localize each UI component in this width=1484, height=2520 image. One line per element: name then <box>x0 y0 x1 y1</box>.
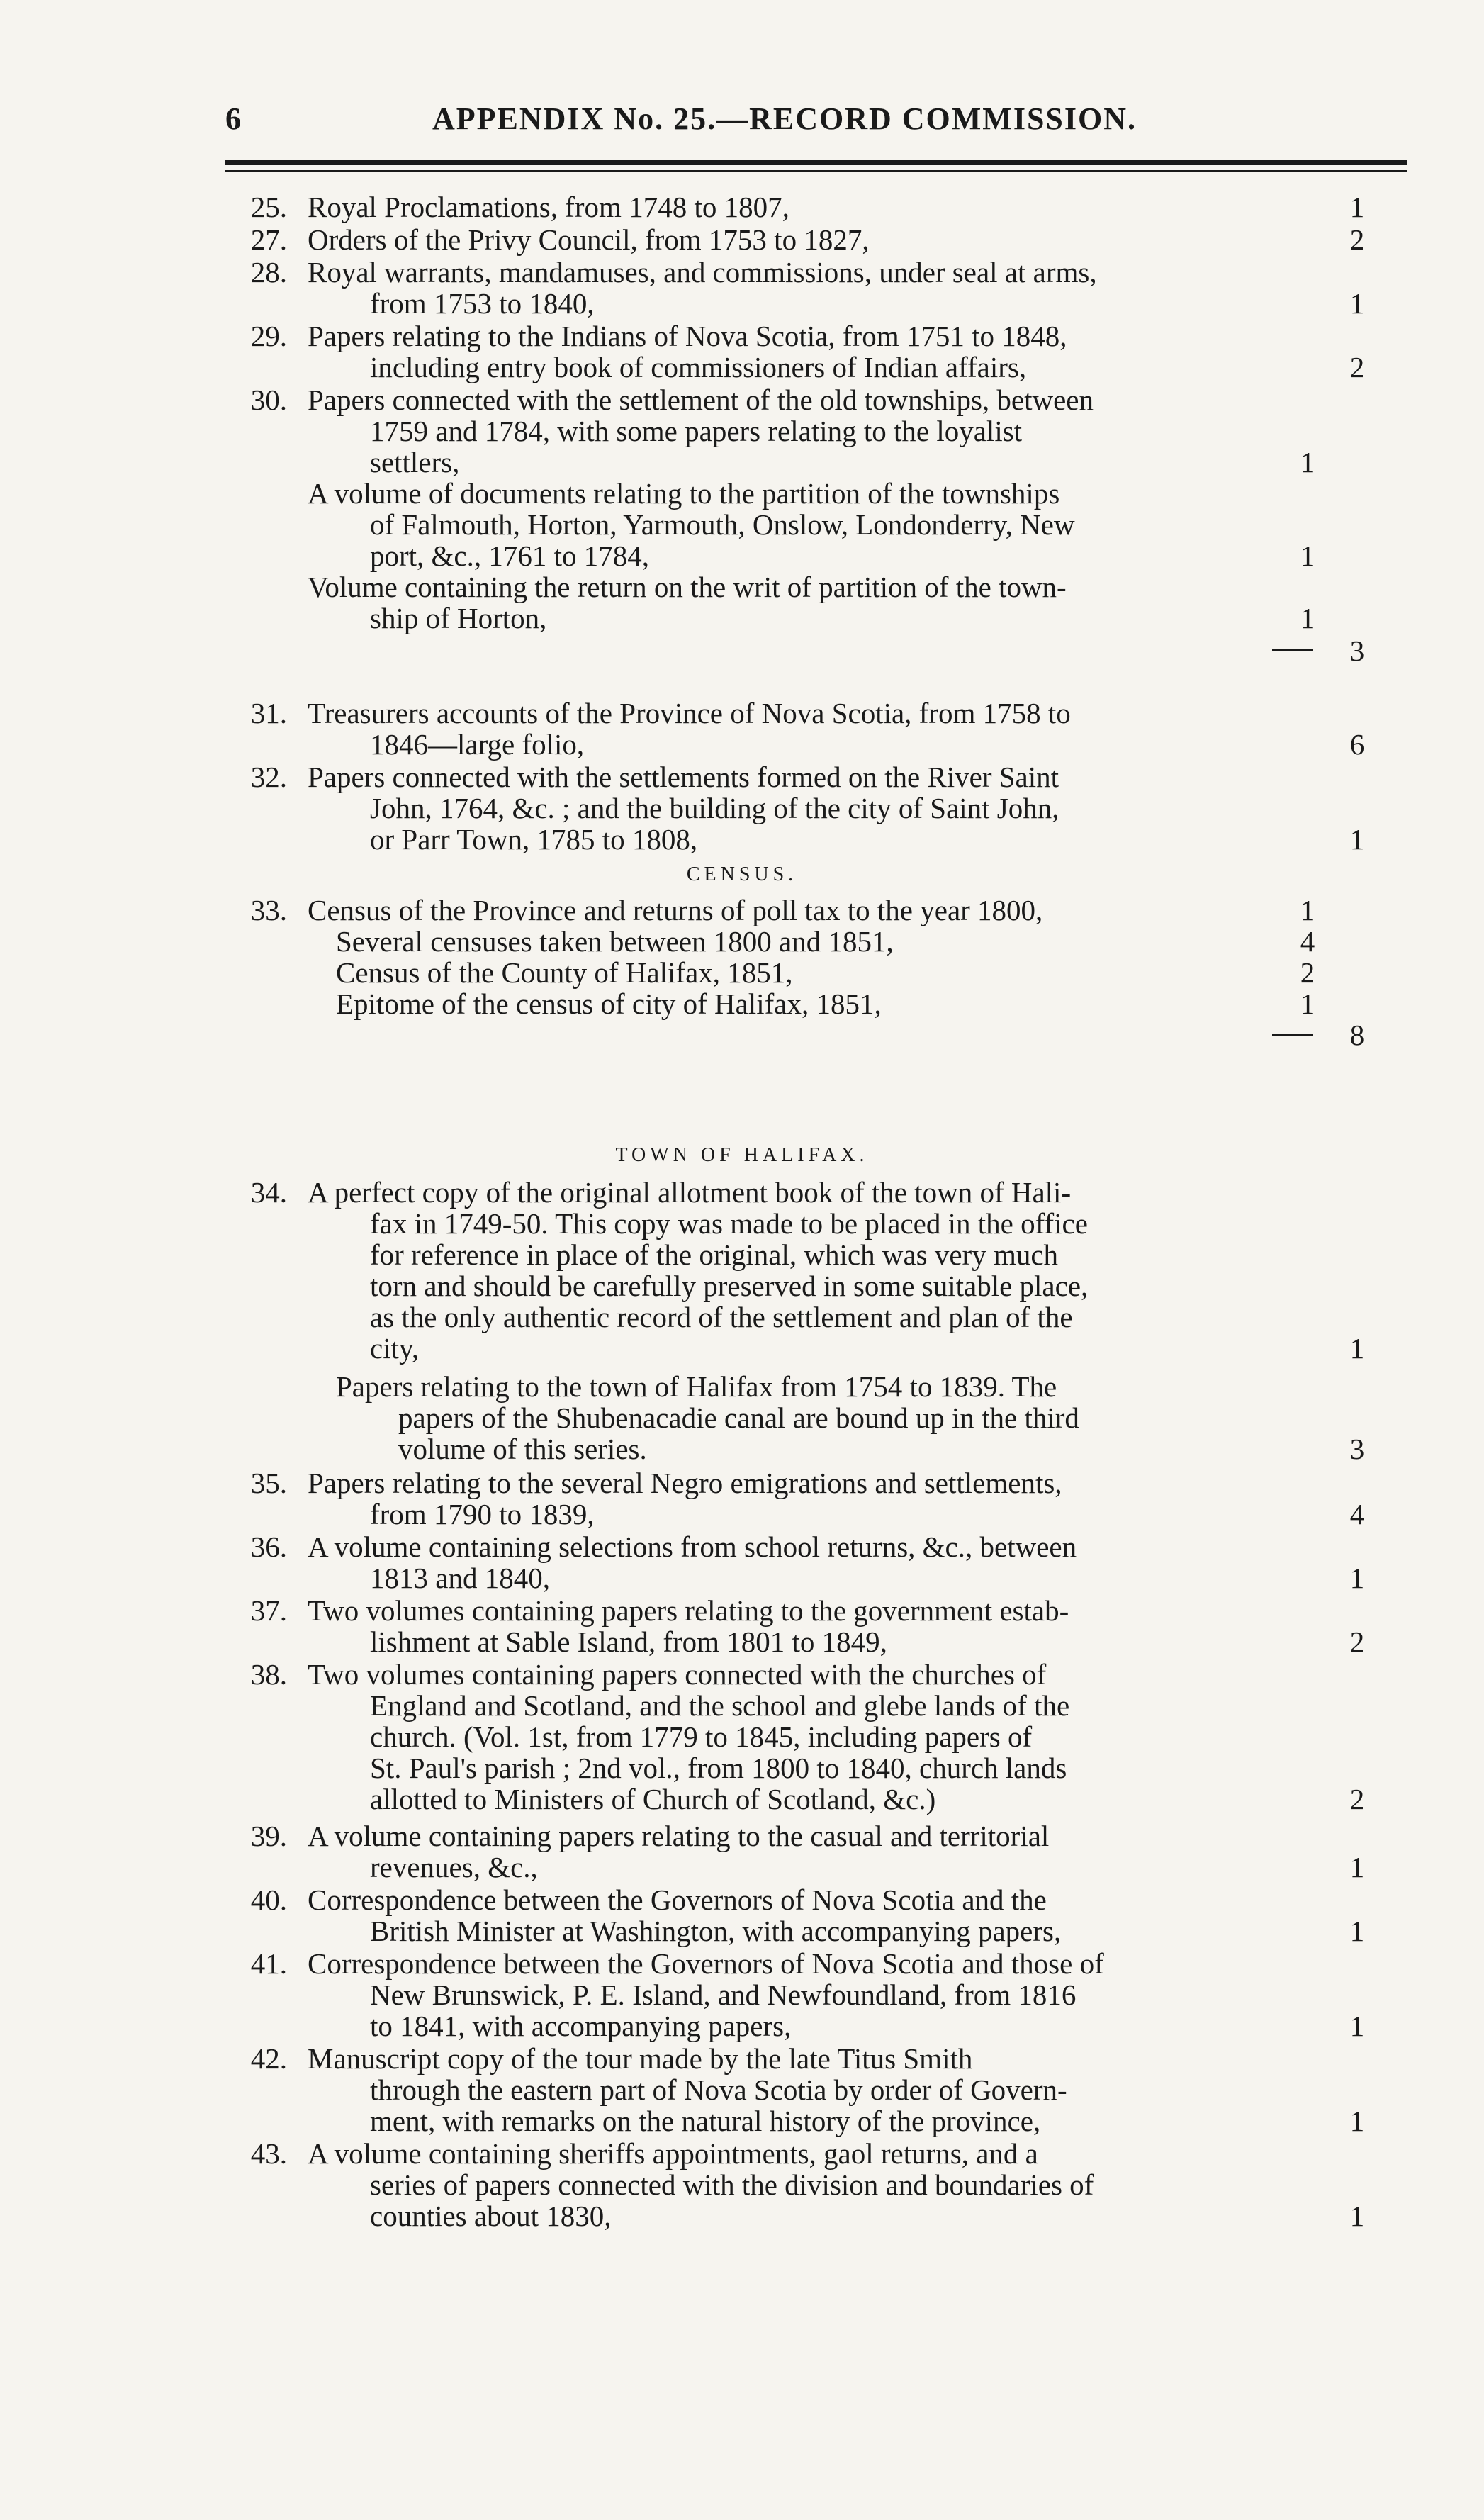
entry-line: papers of the Shubenacadie canal are bound up in the third <box>398 1401 1079 1434</box>
entry-line: A perfect copy of the original allotment book of the town of Hali- <box>308 1176 1072 1209</box>
entry-text <box>308 320 1271 383</box>
entry-line: torn and should be carefully preserved in some suitable place, <box>370 1270 1089 1302</box>
entry-text <box>308 1659 1271 1815</box>
entry-line: Royal Proclamations, from 1748 to 1807, <box>308 191 789 223</box>
entry-text <box>308 2138 1271 2231</box>
entry-line: Two volumes containing papers relating to the government estab- <box>308 1594 1069 1627</box>
entry-text <box>308 698 1271 760</box>
entry-text <box>308 1467 1271 1530</box>
entry-text <box>308 761 1271 855</box>
volume-count: 1 <box>1349 823 1365 856</box>
entry-line: St. Paul's parish ; 2nd vol., from 1800 to 1840, church lands <box>370 1752 1067 1784</box>
volume-count: 2 <box>1349 1783 1365 1815</box>
entry-line: ship of Horton, <box>370 602 547 634</box>
volume-count: 2 <box>1349 1625 1365 1658</box>
entry-line: Two volumes containing papers connected with the churches of <box>308 1658 1047 1691</box>
page-number: 6 <box>225 101 241 136</box>
volume-count: 1 <box>1349 1851 1365 1883</box>
entry-number: 32. <box>250 761 287 793</box>
volume-count: 4 <box>1349 1498 1365 1530</box>
entry-number: 31. <box>250 697 287 729</box>
volume-count: 2 <box>1349 351 1365 383</box>
entry-text <box>308 571 1271 634</box>
entry-line: 1846—large folio, <box>370 728 585 761</box>
entry-number: 25. <box>250 191 287 223</box>
entry-text <box>336 1371 1300 1465</box>
entry-number: 30. <box>250 383 287 416</box>
volume-total: 8 <box>1349 1019 1365 1051</box>
entry-number: 39. <box>250 1820 287 1852</box>
entry-number: 34. <box>250 1176 287 1209</box>
header-rule-thin <box>225 170 1407 172</box>
section-heading-town: TOWN OF HALIFAX. <box>615 1144 869 1166</box>
entry-number: 37. <box>250 1594 287 1627</box>
entry-text <box>308 1595 1271 1657</box>
census-item: Several censuses taken between 1800 and 1851, <box>336 925 894 958</box>
entry-text <box>308 384 1271 478</box>
census-item: Census of the Province and returns of poll tax to the year 1800, <box>308 894 1043 926</box>
entry-line: through the eastern part of Nova Scotia by order of Govern- <box>370 2073 1067 2106</box>
entry-line: settlers, <box>370 446 460 478</box>
entry-line: Orders of the Privy Council, from 1753 to 1827, <box>308 223 870 256</box>
entry-text <box>308 1820 1271 1883</box>
entry-line: A volume containing sheriffs appointments, gaol returns, and a <box>308 2137 1038 2170</box>
entry-text <box>308 1948 1271 2042</box>
header-rule <box>225 160 1407 165</box>
volume-subcount: 1 <box>1300 987 1315 1020</box>
entry-line: Manuscript copy of the tour made by the late Titus Smith <box>308 2042 973 2075</box>
entry-line: Papers relating to the Indians of Nova Scotia, from 1751 to 1848, <box>308 320 1067 352</box>
volume-count: 1 <box>1349 1915 1365 1947</box>
subtotal-rule <box>1272 649 1313 651</box>
volume-count: 1 <box>1349 2010 1365 2042</box>
census-item: Epitome of the census of city of Halifax, 1851, <box>336 987 882 1020</box>
entry-line: A volume containing papers relating to the casual and territorial <box>308 1820 1050 1852</box>
entry-text <box>308 1884 1271 1947</box>
entry-line: from 1753 to 1840, <box>370 287 595 320</box>
entry-line: 1813 and 1840, <box>370 1562 550 1594</box>
entry-number: 33. <box>250 894 287 926</box>
entry-line: of Falmouth, Horton, Yarmouth, Onslow, Londonderry, New <box>370 508 1075 541</box>
entry-number: 35. <box>250 1467 287 1499</box>
entry-text <box>308 1531 1271 1594</box>
entry-number: 40. <box>250 1883 287 1916</box>
entry-text <box>308 478 1271 571</box>
entry-line: Papers relating to the several Negro emigrations and settlements, <box>308 1467 1062 1499</box>
entry-number: 29. <box>250 320 287 352</box>
volume-count: 1 <box>1349 191 1365 223</box>
entry-line: revenues, &c., <box>370 1851 538 1883</box>
entry-line: Correspondence between the Governors of Nova Scotia and those of <box>308 1947 1104 1980</box>
entry-number: 38. <box>250 1658 287 1691</box>
entry-line: church. (Vol. 1st, from 1779 to 1845, including papers of <box>370 1720 1033 1753</box>
entry-line: fax in 1749-50. This copy was made to be placed in the office <box>370 1207 1088 1240</box>
entry-text <box>308 191 1271 223</box>
volume-count: 6 <box>1349 728 1365 761</box>
volume-total: 3 <box>1349 634 1365 667</box>
entry-line: Papers relating to the town of Halifax from 1754 to 1839. The <box>336 1370 1057 1403</box>
section-heading-census: CENSUS. <box>686 863 798 885</box>
running-head: APPENDIX No. 25.—RECORD COMMISSION. <box>432 101 1137 136</box>
volume-subcount: 1 <box>1300 539 1315 572</box>
entry-line: ment, with remarks on the natural history of the province, <box>370 2105 1041 2137</box>
entry-line: John, 1764, &c. ; and the building of the city of Saint John, <box>370 792 1059 824</box>
entry-line: British Minister at Washington, with accompanying papers, <box>370 1915 1062 1947</box>
entry-number: 41. <box>250 1947 287 1980</box>
entry-line: Volume containing the return on the writ of partition of the town- <box>308 571 1067 603</box>
volume-count: 2 <box>1349 223 1365 256</box>
entry-line: Royal warrants, mandamuses, and commissions, under seal at arms, <box>308 256 1097 289</box>
entry-line: New Brunswick, P. E. Island, and Newfoundland, from 1816 <box>370 1978 1077 2011</box>
volume-count: 1 <box>1349 287 1365 320</box>
census-item: Census of the County of Halifax, 1851, <box>336 956 793 989</box>
volume-subcount: 1 <box>1300 446 1315 478</box>
entry-number: 36. <box>250 1530 287 1563</box>
entry-text <box>308 1177 1271 1364</box>
entry-line: lishment at Sable Island, from 1801 to 1849, <box>370 1625 887 1658</box>
entry-line: counties about 1830, <box>370 2200 612 2232</box>
volume-subcount: 1 <box>1300 894 1315 926</box>
entry-line: 1759 and 1784, with some papers relating to the loyalist <box>370 415 1023 447</box>
entry-line: from 1790 to 1839, <box>370 1498 595 1530</box>
entry-line: allotted to Ministers of Church of Scotland, &c.) <box>370 1783 936 1815</box>
entry-line: series of papers connected with the division and boundaries of <box>370 2168 1094 2201</box>
entry-line: Papers connected with the settlements formed on the River Saint <box>308 761 1059 793</box>
volume-count: 1 <box>1349 1562 1365 1594</box>
entry-line: city, <box>370 1332 420 1365</box>
volume-subcount: 1 <box>1300 602 1315 634</box>
volume-count: 1 <box>1349 2200 1365 2232</box>
entry-text <box>308 224 1271 255</box>
entry-number: 43. <box>250 2137 287 2170</box>
entry-number: 27. <box>250 223 287 256</box>
entry-line: Papers connected with the settlement of the old townships, between <box>308 383 1094 416</box>
volume-subcount: 2 <box>1300 956 1315 989</box>
volume-subcount: 4 <box>1300 925 1315 958</box>
entry-line: as the only authentic record of the settlement and plan of the <box>370 1301 1073 1333</box>
entry-line: Treasurers accounts of the Province of Nova Scotia, from 1758 to <box>308 697 1071 729</box>
entry-line: to 1841, with accompanying papers, <box>370 2010 792 2042</box>
entry-line: port, &c., 1761 to 1784, <box>370 539 650 572</box>
entry-text <box>308 2043 1271 2137</box>
entry-line: A volume containing selections from school returns, &c., between <box>308 1530 1077 1563</box>
entry-line: or Parr Town, 1785 to 1808, <box>370 823 698 856</box>
entry-line: Correspondence between the Governors of Nova Scotia and the <box>308 1883 1047 1916</box>
entry-line: volume of this series. <box>398 1433 647 1465</box>
volume-count: 1 <box>1349 1332 1365 1365</box>
entry-line: A volume of documents relating to the partition of the townships <box>308 477 1060 510</box>
volume-count: 3 <box>1349 1433 1365 1465</box>
entry-line: England and Scotland, and the school and glebe lands of the <box>370 1689 1070 1722</box>
entry-text <box>308 257 1271 319</box>
entry-line: for reference in place of the original, which was very much <box>370 1238 1059 1271</box>
entry-number: 42. <box>250 2042 287 2075</box>
subtotal-rule <box>1272 1034 1313 1036</box>
volume-count: 1 <box>1349 2105 1365 2137</box>
entry-line: including entry book of commissioners of Indian affairs, <box>370 351 1027 383</box>
entry-number: 28. <box>250 256 287 289</box>
